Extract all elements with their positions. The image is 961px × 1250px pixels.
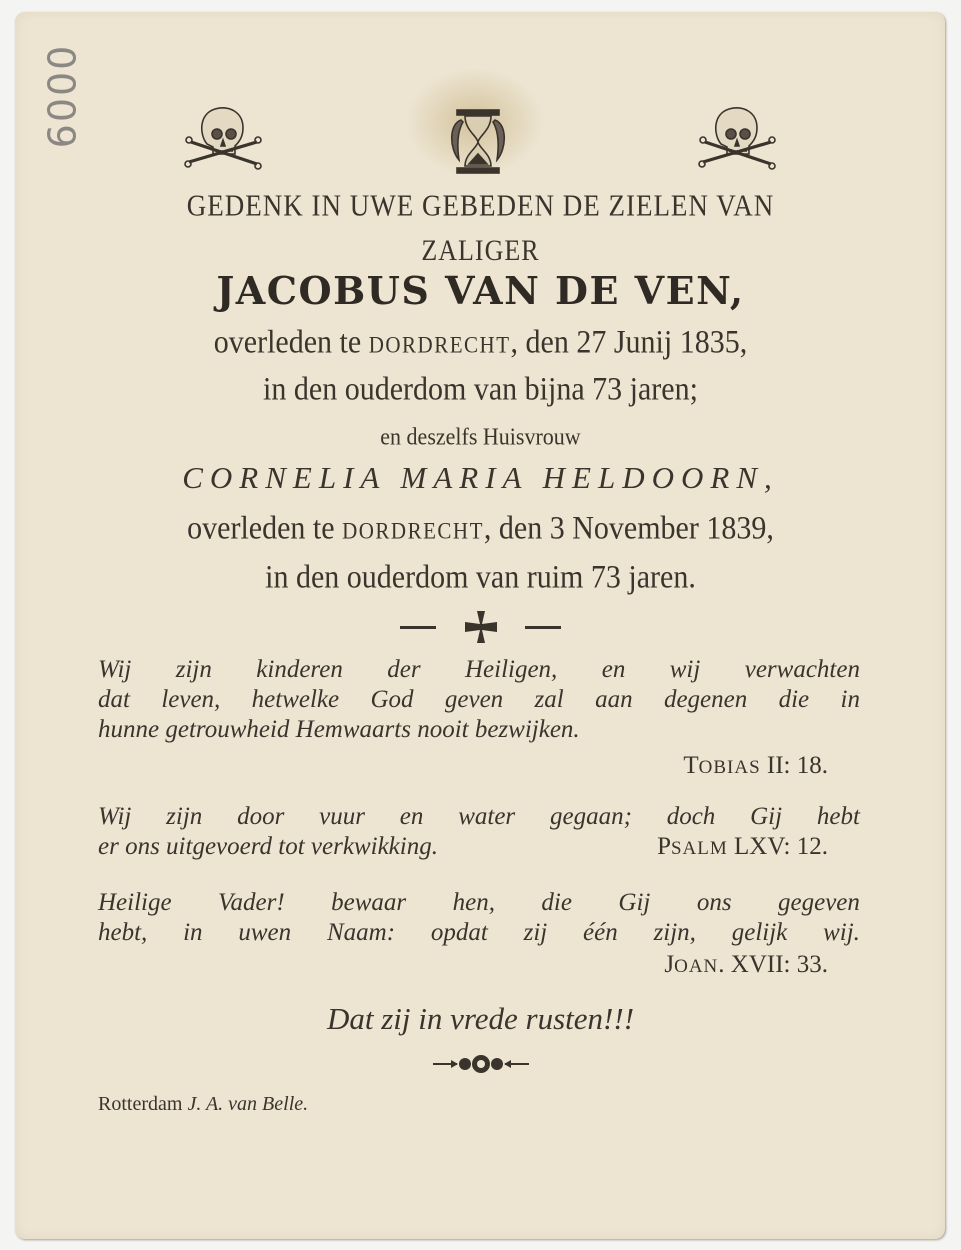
verse-word: aan xyxy=(595,686,633,713)
verse-line xyxy=(98,888,860,918)
verse-word: water xyxy=(458,803,516,830)
verse-line xyxy=(98,802,860,832)
deceased-2-death: overleden te DORDRECHT, den 3 November 1839, xyxy=(187,510,774,547)
verse-word: wij. xyxy=(823,919,860,946)
verse-word: gegeven xyxy=(778,889,860,916)
verse-word: dat xyxy=(98,686,130,713)
verse-word: hunne getrouwheid Hemwaarts nooit bezwijken. xyxy=(98,716,580,743)
verse-psalm xyxy=(98,802,860,862)
cross-divider xyxy=(0,610,961,644)
verse-word: Naam: xyxy=(326,919,396,946)
verse-word: uwen xyxy=(238,919,292,946)
verse-word: Gij xyxy=(618,889,651,916)
verse-line xyxy=(98,715,860,745)
verse-reference: PSALM LXV: 12. xyxy=(657,833,828,860)
winged-hourglass-icon xyxy=(447,108,509,176)
divider-dash xyxy=(400,626,436,629)
verse-word: ons xyxy=(696,889,732,916)
verse-word: door xyxy=(237,803,285,830)
verse-word: Vader! xyxy=(218,889,285,916)
verse-word: gelijk xyxy=(731,919,788,946)
death-place: DORDRECHT xyxy=(368,332,511,359)
verse-word: doch xyxy=(666,803,716,830)
verse-line xyxy=(98,918,860,948)
verse-word: hebt, xyxy=(98,919,148,946)
verse-word: Wij xyxy=(98,803,132,830)
divider-dash xyxy=(525,626,561,629)
verse-word: die xyxy=(778,686,810,713)
deceased-2-name: CORNELIA MARIA HELDOORN, xyxy=(182,460,779,495)
verse-joan xyxy=(98,888,860,978)
verse-word: zijn, xyxy=(653,919,696,946)
verse-word: bewaar xyxy=(331,889,407,916)
deceased-1-death: overleden te DORDRECHT, den 27 Junij 1835, xyxy=(213,324,748,361)
verse-word: en xyxy=(399,803,424,830)
deceased-1-age: in den ouderdom van bijna 73 jaren; xyxy=(263,371,698,408)
verse-word: Heilige xyxy=(98,889,172,916)
skull-crossbones-icon xyxy=(697,104,777,174)
death-place: DORDRECHT xyxy=(342,518,484,545)
verse-word: zal xyxy=(534,686,564,713)
verse-word: verwachten xyxy=(744,656,860,683)
tailpiece xyxy=(0,1054,961,1078)
cross-pattee-icon xyxy=(464,610,498,644)
heading-line-2: ZALIGER xyxy=(421,233,540,268)
deceased-1-name: JACOBUS VAN DE VEN, xyxy=(216,268,745,313)
verse-word: God xyxy=(370,686,414,713)
verse-word: degenen xyxy=(663,686,748,713)
verse-line xyxy=(98,685,860,715)
verse-word: zijn xyxy=(166,803,203,830)
verse-word: in xyxy=(840,686,860,713)
verse-word: zij xyxy=(523,919,548,946)
verse-reference: TOBIAS II: 18. xyxy=(683,752,828,779)
handwritten-inventory-number: 6000 xyxy=(40,43,85,149)
verse-word: er ons uitgevoerd tot verkwikking. xyxy=(98,833,438,860)
verse-word: vuur xyxy=(319,803,365,830)
verse-word: kinderen xyxy=(256,656,343,683)
verse-word: en xyxy=(601,656,626,683)
verse-word: der xyxy=(387,656,421,683)
verse-word: zijn xyxy=(175,656,212,683)
verse-word: in xyxy=(183,919,203,946)
verse-word: opdat xyxy=(430,919,488,946)
verse-word: Heiligen, xyxy=(464,656,558,683)
verse-word: Wij xyxy=(98,656,132,683)
verse-word: wij xyxy=(669,656,701,683)
verse-word: geven xyxy=(444,686,504,713)
verse-word: gegaan; xyxy=(549,803,632,830)
verse-word: die xyxy=(541,889,572,916)
printer-imprint: Rotterdam J. A. van Belle. xyxy=(98,1093,309,1115)
verse-word: hetwelke xyxy=(251,686,340,713)
verse-tobias xyxy=(98,655,860,779)
deceased-2-age: in den ouderdom van ruim 73 jaren. xyxy=(265,559,696,596)
heading-line-1: GEDENK IN UWE GEBEDEN DE ZIELEN VAN xyxy=(186,187,775,223)
verse-line xyxy=(98,655,860,685)
verse-word: leven, xyxy=(161,686,221,713)
skull-crossbones-icon xyxy=(183,104,263,174)
verse-word: Gij xyxy=(750,803,783,830)
closing-prayer: Dat zij in vrede rusten!!! xyxy=(326,1001,635,1036)
verse-word: hen, xyxy=(452,889,495,916)
connector-line: en deszelfs Huisvrouw xyxy=(380,422,581,450)
verse-reference: JOAN. XVII: 33. xyxy=(664,951,828,978)
verse-word: hebt xyxy=(816,803,860,830)
verse-word: één xyxy=(583,919,618,946)
floral-tailpiece-icon xyxy=(431,1054,531,1074)
